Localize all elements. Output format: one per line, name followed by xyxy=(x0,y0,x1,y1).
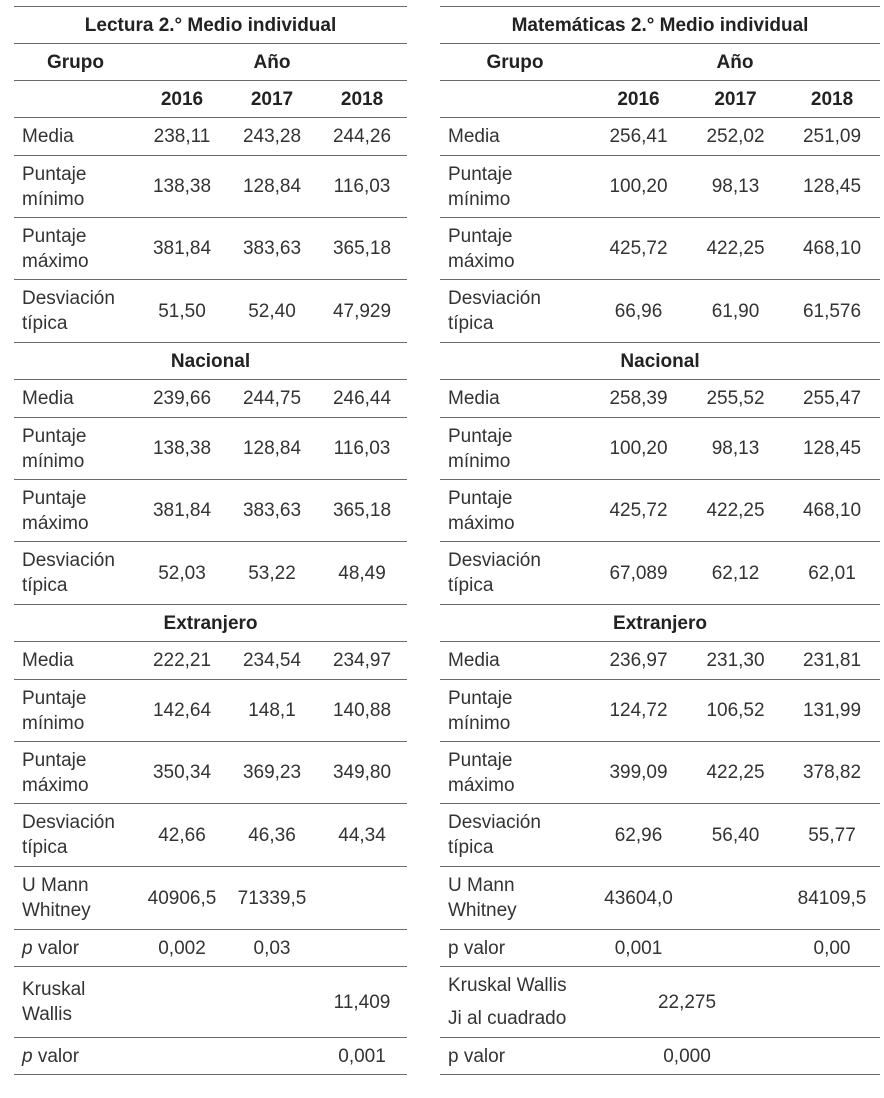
cell-value xyxy=(317,867,407,930)
empty-cell xyxy=(440,81,590,118)
cell-value xyxy=(687,930,784,967)
row-label: Puntaje mínimo xyxy=(440,680,590,742)
cell-value: 0,03 xyxy=(227,930,317,967)
row-label: Media xyxy=(14,118,137,156)
section-header-nacional: Nacional xyxy=(14,343,407,380)
cell-value: 383,63 xyxy=(227,218,317,280)
cell-value: 468,10 xyxy=(784,218,880,280)
table-row xyxy=(440,480,880,542)
cell-value: 53,22 xyxy=(227,542,317,605)
row-label: p valor xyxy=(440,1038,590,1075)
row-label: Puntaje máximo xyxy=(440,480,590,542)
table-row xyxy=(440,930,880,967)
cell-value: 124,72 xyxy=(590,680,687,742)
row-label: Puntaje mínimo xyxy=(14,156,137,218)
cell-value: 62,12 xyxy=(687,542,784,605)
cell-value: 252,02 xyxy=(687,118,784,156)
cell-value: 106,52 xyxy=(687,680,784,742)
anio-header: Año xyxy=(137,44,407,81)
section-header-extranjero: Extranjero xyxy=(440,605,880,642)
cell-value xyxy=(227,967,317,1038)
row-label: Desviación típica xyxy=(14,280,137,343)
row-label: Media xyxy=(440,118,590,156)
table-row xyxy=(440,156,880,218)
cell-value: 422,25 xyxy=(687,480,784,542)
table-row xyxy=(14,380,407,418)
cell-value: 251,09 xyxy=(784,118,880,156)
row-label: Puntaje mínimo xyxy=(14,418,137,480)
table-row xyxy=(440,804,880,867)
row-label: Desviación típica xyxy=(14,542,137,605)
cell-value: 243,28 xyxy=(227,118,317,156)
row-label: Kruskal Wallis xyxy=(14,967,137,1038)
cell-value: 349,80 xyxy=(317,742,407,804)
table-row xyxy=(440,642,880,680)
table-title: Lectura 2.° Medio individual xyxy=(14,7,407,44)
cell-value: 100,20 xyxy=(590,156,687,218)
grupo-header: Grupo xyxy=(440,44,590,81)
cell-value: 234,97 xyxy=(317,642,407,680)
table-row xyxy=(14,542,407,605)
cell-value xyxy=(137,967,227,1038)
table-row xyxy=(14,1038,407,1075)
cell-value: 239,66 xyxy=(137,380,227,418)
section-header-extranjero: Extranjero xyxy=(14,605,407,642)
cell-value: 40906,5 xyxy=(137,867,227,930)
cell-value: 52,03 xyxy=(137,542,227,605)
cell-value: 128,45 xyxy=(784,156,880,218)
cell-value xyxy=(317,930,407,967)
cell-value xyxy=(227,1038,317,1075)
anio-header: Año xyxy=(590,44,880,81)
row-label: Desviación típica xyxy=(440,280,590,343)
cell-value: 116,03 xyxy=(317,156,407,218)
table-row xyxy=(440,867,880,930)
table-row xyxy=(14,930,407,967)
cell-value: 231,81 xyxy=(784,642,880,680)
table-row xyxy=(440,742,880,804)
grupo-header: Grupo xyxy=(14,44,137,81)
table-row xyxy=(440,1038,880,1075)
table-row xyxy=(14,967,407,1038)
lectura-table xyxy=(14,6,407,1075)
table-row xyxy=(14,218,407,280)
cell-value: 11,409 xyxy=(317,967,407,1038)
cell-value: 383,63 xyxy=(227,480,317,542)
cell-value: 246,44 xyxy=(317,380,407,418)
row-label: Puntaje máximo xyxy=(14,742,137,804)
cell-value: 128,84 xyxy=(227,418,317,480)
row-label: Puntaje mínimo xyxy=(14,680,137,742)
cell-value: 244,75 xyxy=(227,380,317,418)
row-label: p valor xyxy=(14,1038,137,1075)
cell-value: 365,18 xyxy=(317,218,407,280)
table-row xyxy=(440,680,880,742)
row-label: p valor xyxy=(440,930,590,967)
cell-value: 62,96 xyxy=(590,804,687,867)
year-header: 2017 xyxy=(227,81,317,118)
cell-value: 425,72 xyxy=(590,218,687,280)
cell-value: 0,00 xyxy=(784,930,880,967)
table-row xyxy=(14,742,407,804)
cell-value: 55,77 xyxy=(784,804,880,867)
table-row xyxy=(440,380,880,418)
table-row xyxy=(14,418,407,480)
cell-value: 256,41 xyxy=(590,118,687,156)
table-row xyxy=(14,118,407,156)
table-row xyxy=(14,804,407,867)
section-header-nacional: Nacional xyxy=(440,343,880,380)
table-row xyxy=(440,967,880,1038)
cell-value: 0,001 xyxy=(317,1038,407,1075)
table-row xyxy=(440,542,880,605)
row-label: Media xyxy=(14,380,137,418)
table-row xyxy=(440,218,880,280)
row-label: Puntaje mínimo xyxy=(440,418,590,480)
year-header: 2016 xyxy=(137,81,227,118)
row-label: Media xyxy=(440,380,590,418)
cell-value: 51,50 xyxy=(137,280,227,343)
cell-value: 255,52 xyxy=(687,380,784,418)
row-label: Desviación típica xyxy=(440,804,590,867)
cell-value: 378,82 xyxy=(784,742,880,804)
cell-value: 116,03 xyxy=(317,418,407,480)
cell-value: 222,21 xyxy=(137,642,227,680)
table-row xyxy=(14,867,407,930)
cell-value: 369,23 xyxy=(227,742,317,804)
row-label: Puntaje mínimo xyxy=(440,156,590,218)
cell-value: 67,089 xyxy=(590,542,687,605)
cell-value: 42,66 xyxy=(137,804,227,867)
cell-value: 98,13 xyxy=(687,418,784,480)
cell-value: 66,96 xyxy=(590,280,687,343)
cell-value: 43604,0 xyxy=(590,867,687,930)
table-row xyxy=(14,642,407,680)
cell-value: 236,97 xyxy=(590,642,687,680)
cell-value: 365,18 xyxy=(317,480,407,542)
cell-value: 98,13 xyxy=(687,156,784,218)
row-label: Puntaje máximo xyxy=(14,480,137,542)
cell-value: 56,40 xyxy=(687,804,784,867)
row-label: Puntaje máximo xyxy=(440,742,590,804)
row-label: Media xyxy=(440,642,590,680)
cell-value: 142,64 xyxy=(137,680,227,742)
cell-value: 61,90 xyxy=(687,280,784,343)
cell-value: 71339,5 xyxy=(227,867,317,930)
cell-value: 381,84 xyxy=(137,480,227,542)
year-header: 2017 xyxy=(687,81,784,118)
cell-value: 47,929 xyxy=(317,280,407,343)
row-label: U Mann Whitney xyxy=(14,867,137,930)
cell-value: 48,49 xyxy=(317,542,407,605)
empty-cell xyxy=(784,967,880,1038)
cell-value: 244,26 xyxy=(317,118,407,156)
cell-value: 258,39 xyxy=(590,380,687,418)
table-row xyxy=(14,156,407,218)
empty-cell xyxy=(784,1038,880,1075)
row-label: p valor xyxy=(14,930,137,967)
cell-value: 131,99 xyxy=(784,680,880,742)
row-label: Puntaje máximo xyxy=(14,218,137,280)
row-label: Puntaje máximo xyxy=(440,218,590,280)
cell-value: 0,002 xyxy=(137,930,227,967)
cell-value: 128,45 xyxy=(784,418,880,480)
cell-value: 238,11 xyxy=(137,118,227,156)
cell-value: 425,72 xyxy=(590,480,687,542)
cell-value: 148,1 xyxy=(227,680,317,742)
cell-value xyxy=(137,1038,227,1075)
cell-value: 44,34 xyxy=(317,804,407,867)
cell-value: 140,88 xyxy=(317,680,407,742)
cell-value: 22,275 xyxy=(590,967,784,1038)
row-label: Desviación típica xyxy=(14,804,137,867)
cell-value: 61,576 xyxy=(784,280,880,343)
cell-value: 128,84 xyxy=(227,156,317,218)
cell-value: 46,36 xyxy=(227,804,317,867)
cell-value: 231,30 xyxy=(687,642,784,680)
row-label: U Mann Whitney xyxy=(440,867,590,930)
cell-value: 100,20 xyxy=(590,418,687,480)
cell-value: 381,84 xyxy=(137,218,227,280)
cell-value xyxy=(687,867,784,930)
cell-value: 84109,5 xyxy=(784,867,880,930)
cell-value: 52,40 xyxy=(227,280,317,343)
cell-value: 0,001 xyxy=(590,930,687,967)
matematicas-table xyxy=(440,6,880,1075)
empty-cell xyxy=(14,81,137,118)
cell-value: 422,25 xyxy=(687,218,784,280)
table-row xyxy=(14,680,407,742)
table-row xyxy=(440,280,880,343)
table-title: Matemáticas 2.° Medio individual xyxy=(440,7,880,44)
row-label: Desviación típica xyxy=(440,542,590,605)
cell-value: 234,54 xyxy=(227,642,317,680)
cell-value: 468,10 xyxy=(784,480,880,542)
cell-value: 138,38 xyxy=(137,156,227,218)
cell-value: 138,38 xyxy=(137,418,227,480)
year-header: 2018 xyxy=(784,81,880,118)
row-label: Media xyxy=(14,642,137,680)
year-header: 2018 xyxy=(317,81,407,118)
year-header: 2016 xyxy=(590,81,687,118)
cell-value: 350,34 xyxy=(137,742,227,804)
table-row xyxy=(14,480,407,542)
cell-value: 0,000 xyxy=(590,1038,784,1075)
cell-value: 62,01 xyxy=(784,542,880,605)
table-row xyxy=(440,418,880,480)
table-row xyxy=(440,118,880,156)
cell-value: 399,09 xyxy=(590,742,687,804)
table-row xyxy=(14,280,407,343)
cell-value: 255,47 xyxy=(784,380,880,418)
row-label: Kruskal Wallis Ji al cuadrado xyxy=(440,967,590,1038)
cell-value: 422,25 xyxy=(687,742,784,804)
